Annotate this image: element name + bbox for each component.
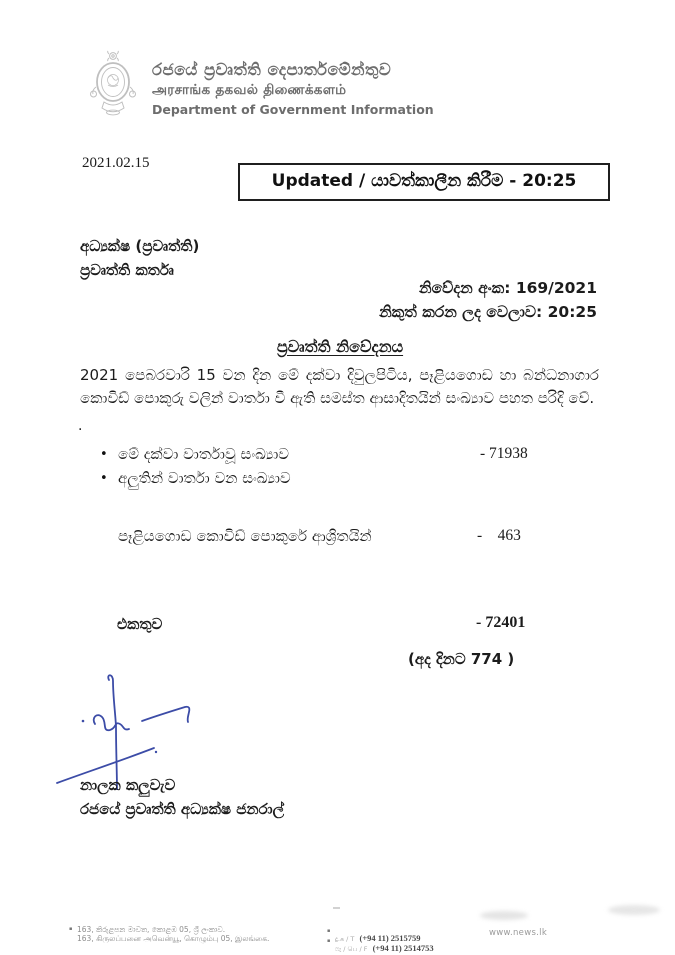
body-paragraph: 2021 පෙබරවාරි 15 වන දින මේ දක්වා දිවුලපිටිය, පෑළියගොඩ හා බන්ධනාගාර කොවිඩ් පොකුරු වලින් වාර්තා වී ඇති සමස්ත ආසාදිතයින් සංඛ්‍යාව පහත පරිදි වේ. [80, 366, 599, 407]
letterhead [152, 60, 434, 117]
bullet-icon: • [100, 447, 108, 462]
fax-prefix: ෆැ / பெ / F [335, 945, 368, 953]
fax-bullet-icon: ▪ [327, 938, 331, 944]
issued-time: නිකුත් කරන ලද වෙලාව: 20:25 [379, 303, 597, 321]
fax-line [335, 936, 434, 955]
fax-number: (+94 11) 2514753 [372, 943, 434, 953]
stray-period: . [78, 418, 83, 434]
address-line-sinhala: 163, කිරුළපන මාවත, කොළඹ 05, ශ්‍රී ලංකාව. [77, 925, 226, 934]
scan-artifact [333, 907, 340, 909]
bullet-icon: • [100, 471, 108, 486]
phone-bullet-icon: ▪ [327, 928, 331, 934]
signature-scribble [55, 672, 315, 790]
scan-artifact [608, 905, 660, 915]
release-number: නිවේදන අංක: 169/2021 [419, 279, 597, 297]
stat-reported-total-value: - 71938 [480, 445, 528, 462]
addressee-director: අධ්‍යක්ෂ (ප්‍රවෘත්ති) [80, 237, 200, 255]
press-release-title: ප්‍රවෘත්ති නිවේදනය [276, 337, 404, 356]
signatory-designation: රජයේ ප්‍රවෘත්ති අධ්‍යක්ෂ ජනරාල් [80, 800, 285, 818]
national-emblem-icon [88, 50, 138, 116]
release-meta [379, 276, 597, 324]
website-link: www.news.lk [489, 928, 548, 938]
address-line-tamil: 163, கிருலப்பனை அவென்யூ, கொழும்பு 05, இலங்கை. [77, 934, 270, 943]
addressee-editor: ප්‍රවෘත්ති කර්තෘ [80, 261, 174, 279]
phone-number: (+94 11) 2515759 [359, 933, 421, 943]
total-label: එකතුව [117, 615, 163, 633]
dept-name-english: Department of Government Information [152, 102, 434, 117]
stat-peliyagoda-value: - 463 [477, 527, 521, 544]
stat-peliyagoda-label: පෑළියගොඩ කොවිඩ් පොකුරේ ආශ්‍රිතයින් [118, 527, 372, 545]
phone-prefix: දු.க / T [335, 935, 355, 943]
signatory-name: නාලක කලුවැව [80, 776, 176, 794]
scan-artifact [480, 911, 528, 920]
stat-new-cases-label: අලුතින් වාර්තා වන සංඛ්‍යාව [118, 469, 291, 487]
dept-name-tamil: அரசாங்க தகவல் திணைக்களம் [152, 82, 347, 98]
stat-reported-total-label: මේ දක්වා වාර්තාවූ සංඛ්‍යාව [118, 445, 290, 463]
today-count-note: (අද දිනට 774 ) [408, 650, 515, 668]
updated-banner: Updated / යාවත්කාලීන කිරීම - 20:25 [238, 163, 610, 201]
location-bullet-icon: ▪ [69, 926, 73, 932]
document-date: 2021.02.15 [82, 155, 150, 171]
total-value: - 72401 [476, 614, 526, 631]
dept-name-sinhala: රජයේ ප්‍රවෘත්ති දෙපාර්තමේන්තුව [152, 60, 392, 79]
